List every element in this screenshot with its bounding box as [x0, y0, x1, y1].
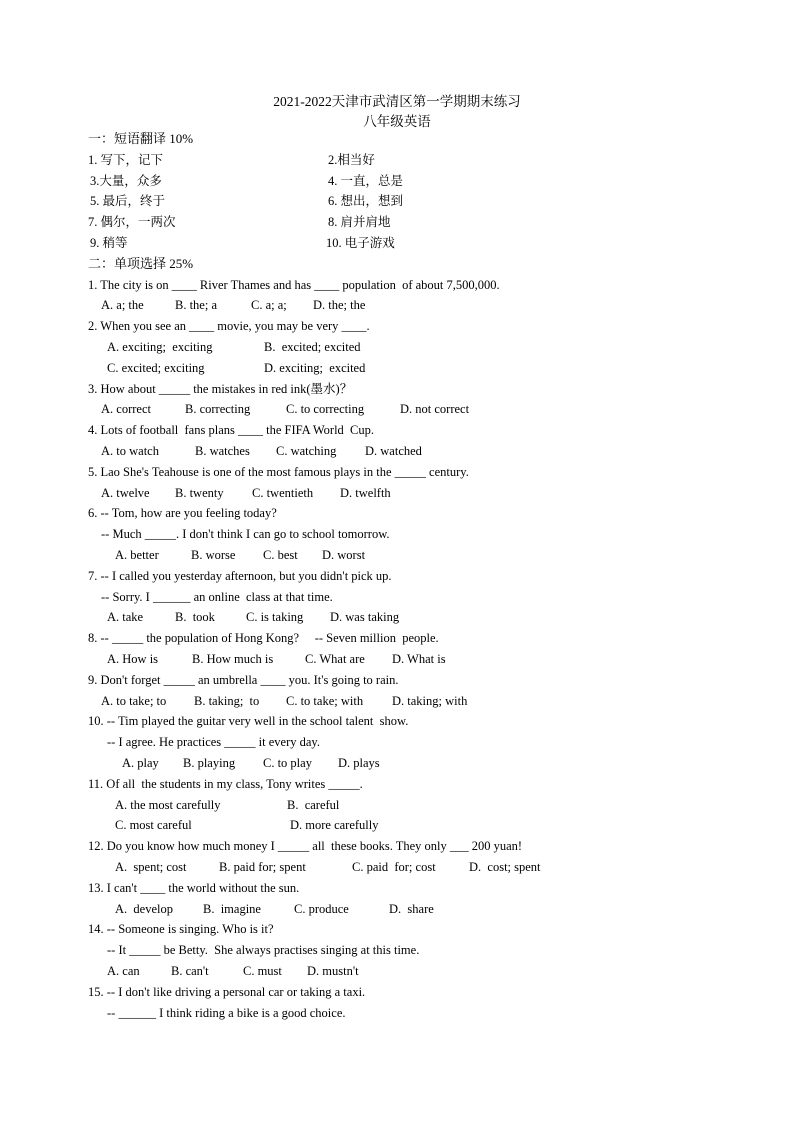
question-stem: 10. -- Tim played the guitar very well in the school talent show. [88, 714, 409, 728]
option-a: A. better [115, 548, 159, 562]
phrase-item: 7. 偶尔，一两次 [88, 215, 176, 229]
option-c: C. watching [276, 444, 337, 458]
question-stem: 12. Do you know how much money I _____ all these books. They only ___ 200 yuan! [88, 839, 523, 853]
question-stem-line: -- It _____ be Betty. She always practises singing at this time. [107, 943, 420, 957]
phrase-item: 4. 一直，总是 [328, 174, 404, 188]
question-stem: 5. Lao She's Teahouse is one of the most famous plays in the _____ century. [88, 465, 469, 479]
question-stem: 9. Don't forget _____ an umbrella ____ you. It's going to rain. [88, 673, 399, 687]
question-stem: 13. I can't ____ the world without the sun. [88, 881, 300, 895]
exam-title: 2021-2022天津市武清区第一学期期末练习 [273, 94, 521, 109]
option-c: C. to play [263, 756, 312, 770]
option-b: B. watches [195, 444, 250, 458]
option-b: B. paid for; spent [219, 860, 306, 874]
question-stem: 15. -- I don't like driving a personal car or taking a taxi. [88, 985, 366, 999]
question-stem: 2. When you see an ____ movie, you may be very ____. [88, 319, 370, 333]
section-2-heading: 二：单项选择 25% [88, 256, 194, 271]
question-stem: 14. -- Someone is singing. Who is it? [88, 922, 274, 936]
option-c: C. a; a; [251, 298, 287, 312]
option-c: C. What are [305, 652, 365, 666]
option-d: D. share [389, 902, 434, 916]
option-d: D. watched [365, 444, 422, 458]
option-a: A. How is [107, 652, 159, 666]
question-stem-line: -- Sorry. I ______ an online class at that time. [101, 590, 333, 604]
option-b: B. imagine [203, 902, 261, 916]
option-c: C. to correcting [286, 402, 365, 416]
phrase-item: 3.大量，众多 [90, 174, 162, 188]
option-b: B. excited; excited [264, 340, 361, 354]
option-a: A. to watch [101, 444, 159, 458]
option-c: C. produce [294, 902, 349, 916]
option-a: A. can [107, 964, 140, 978]
phrase-item: 10. 电子游戏 [326, 236, 395, 250]
question-stem-line: -- ______ I think riding a bike is a good choice. [107, 1006, 346, 1020]
option-a: A. spent; cost [115, 860, 187, 874]
option-a: A. correct [101, 402, 151, 416]
option-d: D. plays [338, 756, 380, 770]
option-a: A. develop [115, 902, 173, 916]
question-stem: 7. -- I called you yesterday afternoon, but you didn't pick up. [88, 569, 392, 583]
option-c: C. twentieth [252, 486, 314, 500]
option-c: C. best [263, 548, 298, 562]
question-stem: 11. Of all the students in my class, Tony writes _____. [88, 777, 363, 791]
option-a: A. exciting; exciting [107, 340, 213, 354]
question-stem: 8. -- _____ the population of Hong Kong? -- Seven million people. [88, 631, 439, 645]
option-b: B. can't [171, 964, 209, 978]
option-d: D. was taking [330, 610, 400, 624]
option-d: D. twelfth [340, 486, 391, 500]
option-b: B. the; a [175, 298, 218, 312]
option-d: D. the; the [313, 298, 366, 312]
question-stem: 6. -- Tom, how are you feeling today? [88, 506, 277, 520]
option-d: D. not correct [400, 402, 470, 416]
question-stem: 3. How about _____ the mistakes in red ink(墨水)？ [88, 382, 353, 396]
option-c: C. excited; exciting [107, 361, 205, 375]
option-d: D. worst [322, 548, 366, 562]
exam-subtitle: 八年级英语 [363, 114, 431, 129]
phrase-item: 6. 想出，想到 [328, 194, 404, 208]
option-b: B. twenty [175, 486, 224, 500]
option-b: B. playing [183, 756, 236, 770]
option-a: A. to take; to [101, 694, 167, 708]
option-d: D. more carefully [290, 818, 379, 832]
phrase-item: 2.相当好 [328, 153, 375, 167]
option-d: D. What is [392, 652, 446, 666]
option-d: D. exciting; excited [264, 361, 366, 375]
phrase-item: 8. 肩并肩地 [328, 215, 391, 229]
option-d: D. taking; with [392, 694, 468, 708]
question-stem-line: -- I agree. He practices _____ it every day. [107, 735, 320, 749]
option-c: C. to take; with [286, 694, 364, 708]
option-d: D. cost; spent [469, 860, 541, 874]
option-b: B. How much is [192, 652, 274, 666]
option-a: A. play [122, 756, 159, 770]
option-b: B. took [175, 610, 215, 624]
phrase-item: 9. 稍等 [90, 236, 128, 250]
option-c: C. must [243, 964, 282, 978]
option-a: A. the most carefully [115, 798, 221, 812]
option-d: D. mustn't [307, 964, 359, 978]
option-a: A. a; the [101, 298, 144, 312]
question-stem: 1. The city is on ____ River Thames and has ____ population of about 7,500,000. [88, 278, 500, 292]
question-stem: 4. Lots of football fans plans ____ the FIFA World Cup. [88, 423, 375, 437]
section-1-heading: 一：短语翻译 10% [88, 131, 194, 146]
option-b: B. careful [287, 798, 340, 812]
phrase-item: 5. 最后，终于 [90, 194, 166, 208]
option-c: C. is taking [246, 610, 304, 624]
phrase-item: 1. 写下，记下 [88, 153, 164, 167]
option-a: A. take [107, 610, 144, 624]
option-b: B. correcting [185, 402, 251, 416]
option-b: B. taking; to [194, 694, 260, 708]
question-stem-line: -- Much _____. I don't think I can go to school tomorrow. [101, 527, 390, 541]
option-c: C. paid for; cost [352, 860, 436, 874]
option-b: B. worse [191, 548, 236, 562]
option-c: C. most careful [115, 818, 192, 832]
option-a: A. twelve [101, 486, 150, 500]
